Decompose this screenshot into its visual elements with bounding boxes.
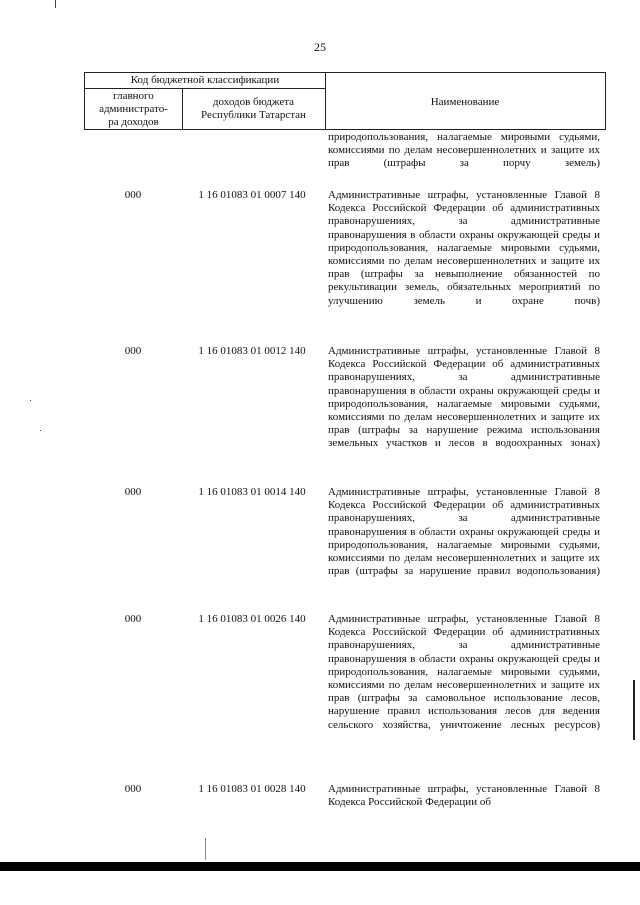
row-admin-code: 000 <box>124 613 142 625</box>
header-chief-administrator: главного администрато- ра доходов <box>85 88 183 130</box>
continuation-description: природопользования, налагаемые мировыми судьями, комиссиями по делам несовершеннолетних и защите их прав (штрафы за порчу земель) <box>328 131 600 170</box>
scan-bottom-edge <box>0 862 640 871</box>
header-name: Наименование <box>430 95 500 108</box>
row-admin-code: 000 <box>124 345 142 357</box>
scan-artifact <box>55 0 56 8</box>
scan-artifact <box>30 400 31 401</box>
row-description: Административные штрафы, установленные Главой 8 Кодекса Российской Федерации об административных правонарушениях, за административные правонарушения в области охраны окружающей среды и природопользования, налагаемые мировыми судьями, комиссиями по делам несовершеннолетних и защите их прав (штрафы за нарушение правил водопользования) <box>328 486 600 578</box>
header-budget-classification-group: Код бюджетной классификации <box>85 73 326 89</box>
row-admin-code: 000 <box>124 783 142 795</box>
scan-artifact <box>633 680 635 740</box>
row-description: Административные штрафы, установленные Главой 8 Кодекса Российской Федерации об <box>328 783 600 809</box>
row-admin-code: 000 <box>124 486 142 498</box>
row-description: Административные штрафы, установленные Главой 8 Кодекса Российской Федерации об административных правонарушениях, за административные правонарушения в области охраны окружающей среды и природопользования, налагаемые мировыми судьями, комиссиями по делам несовершеннолетних и защите их прав (штрафы за нарушение режима использования земельных участков и лесов в водоохранных зонах) <box>328 345 600 450</box>
scan-artifact <box>40 430 41 431</box>
header-income-code: доходов бюджета Республики Татарстан <box>182 88 326 130</box>
table-header <box>84 72 606 130</box>
row-income-code: 1 16 01083 01 0014 140 <box>198 486 306 498</box>
row-income-code: 1 16 01083 01 0012 140 <box>198 345 306 357</box>
row-income-code: 1 16 01083 01 0026 140 <box>198 613 306 625</box>
row-description: Административные штрафы, установленные Главой 8 Кодекса Российской Федерации об административных правонарушениях, за административные правонарушения в области охраны окружающей среды и природопользования, налагаемые мировыми судьями, комиссиями по делам несовершеннолетних и защите их прав (штрафы за самовольное использование лесов, нарушение правил использования лесов для ведения сельского хозяйства, уничтожение лесных ресурсов) <box>328 613 600 731</box>
row-description: Административные штрафы, установленные Главой 8 Кодекса Российской Федерации об административных правонарушениях, за административные правонарушения в области охраны окружающей среды и природопользования, налагаемые мировыми судьями, комиссиями по делам несовершеннолетних и защите их прав (штрафы за невыполнение обязанностей по рекультивации земель, обязательных мероприятий по улучшению земель и охране почв) <box>328 189 600 307</box>
row-admin-code: 000 <box>124 189 142 201</box>
row-income-code: 1 16 01083 01 0028 140 <box>198 783 306 795</box>
page-number: 25 <box>314 40 326 54</box>
row-income-code: 1 16 01083 01 0007 140 <box>198 189 306 201</box>
scan-artifact <box>205 838 206 860</box>
